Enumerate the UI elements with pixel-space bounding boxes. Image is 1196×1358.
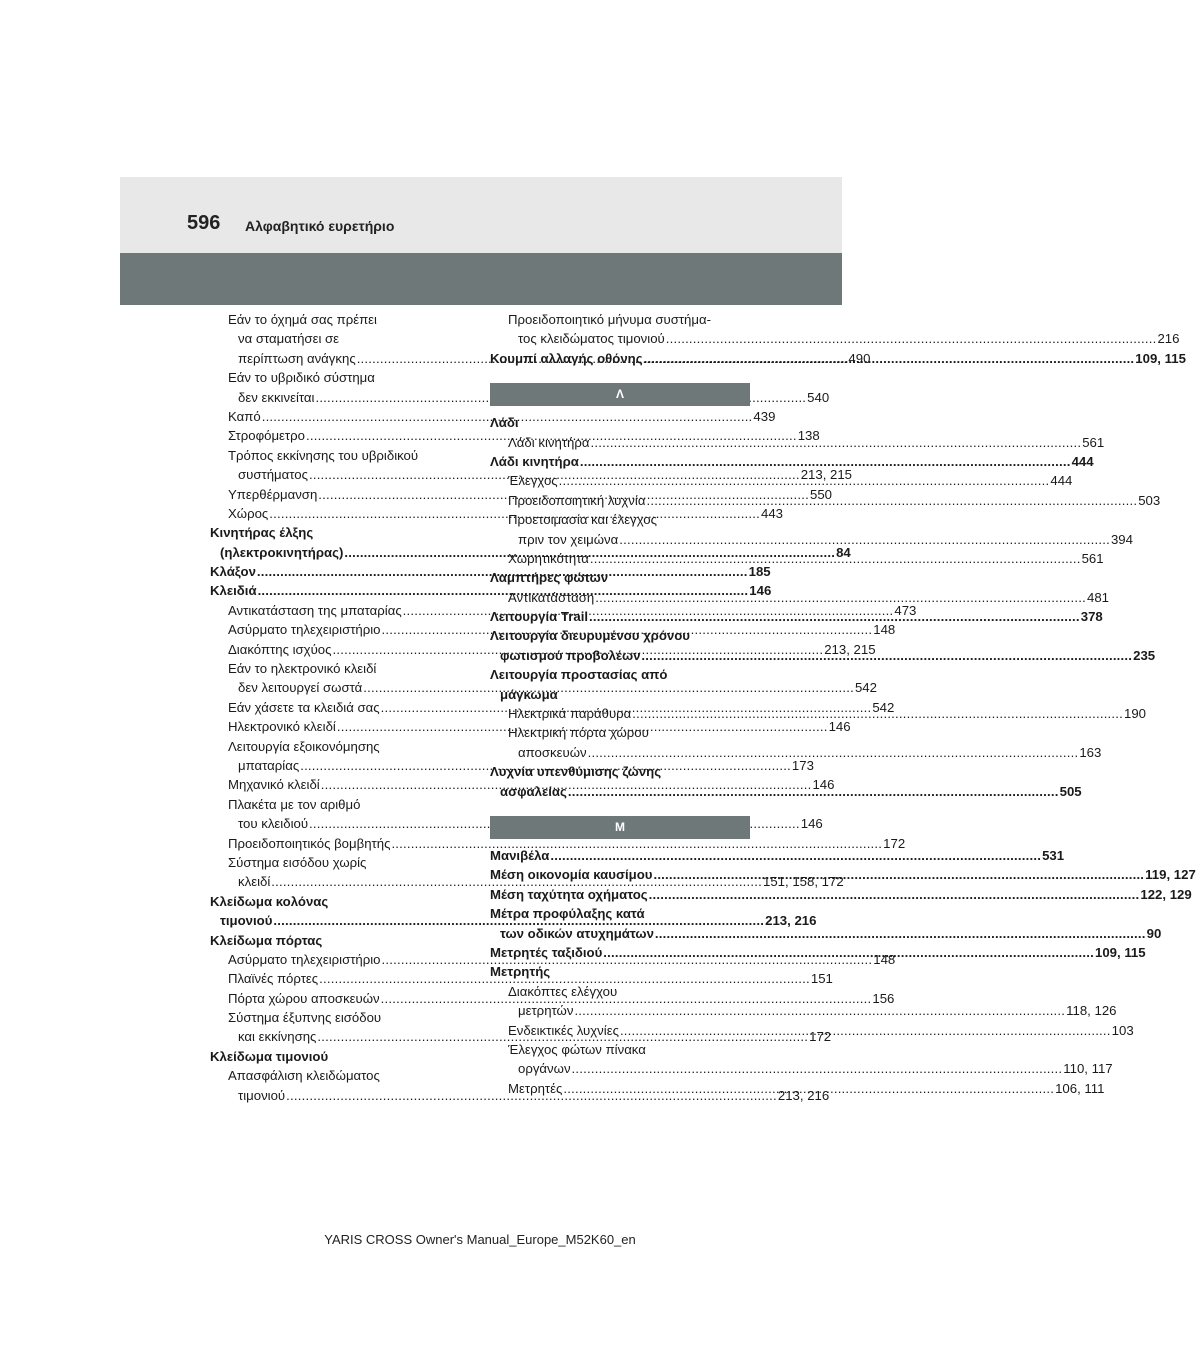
index-entry-term: δεν λειτουργεί σωστά [238,680,363,696]
index-entry-page: 481 [1086,589,1109,605]
index-entry [210,834,906,853]
index-entry-term: Εάν χάσετε τα κλειδιά σας [228,699,380,715]
index-entry-page: 146 [828,719,851,735]
index-entry-term: Λειτουργία προστασίας από [490,667,668,683]
index-entry-term: Κλείδωμα κολόνας [210,893,329,909]
dot-leader [572,1059,1063,1078]
index-entry [210,446,462,465]
index-entry-page: 109, 115 [1094,944,1146,960]
index-entry-page: 216 [1157,331,1180,347]
dot-leader [591,433,1082,452]
index-entry-term: Εάν το όχημά σας πρέπει [228,312,377,327]
index-entry-term: Προειδοποιητικό μήνυμα συστήμα- [508,312,712,327]
index-entry-term: οργάνων [518,1061,571,1077]
index-entry-page: 122, 129 [1140,886,1192,902]
index-entry-term: κλειδί [238,874,271,890]
index-entry-term: Πλακέτα με τον αριθμό [228,796,361,812]
index-entry-term: Λυχνία υπενθύμισης ζώνης [490,764,662,780]
index-entry-term: τιμονιού [238,1087,286,1103]
index-entry-term: των οδικών ατυχημάτων [500,925,654,941]
index-entry-term: Διακόπτης ισχύος [228,641,332,657]
index-entry-term: Κινητήρας έλξης [210,525,314,541]
index-entry-page: 503 [1138,492,1161,508]
index-entry-page: 444 [1071,453,1094,469]
index-entry-page: 542 [872,699,895,715]
index-entry-term: Καπό [228,408,261,424]
index-entry [210,329,462,348]
index-entry-term: μάγκωμα [500,686,558,702]
index-entry-page: 444 [1050,473,1073,489]
index-entry-page: 439 [753,408,776,424]
index-entry-page: 151 [810,971,833,987]
index-entry-page: 173 [791,757,814,773]
letter-heading-mu: Μ [490,816,750,839]
index-entry [210,388,830,407]
dot-leader [641,646,1132,665]
index-entry-page: 531 [1042,847,1065,863]
index-entry [210,368,462,387]
index-entry-page: 190 [1124,706,1147,722]
index-entry-page: 490 [848,350,871,366]
index-entry [490,626,742,645]
index-entry [490,665,742,684]
index-entry [210,814,823,833]
index-entry-term: Μετρητής [490,964,551,980]
index-entry-term: Λάδι κινητήρα [508,434,590,450]
header-dark-band [120,253,842,305]
index-entry [490,329,1180,348]
index-entry-page: 84 [836,544,851,560]
index-entry-term: Μέτρα προφύλαξης κατά [490,906,645,922]
index-entry-term: Λειτουργία εξοικονόμησης [228,738,380,754]
index-entry-term: Αντικατάσταση [508,589,595,605]
index-entry-term: Λειτουργία Trail [490,609,589,625]
index-entry-term: τιμονιού [220,913,273,929]
index-entry-page: 172 [809,1029,832,1045]
index-entry-term: Ενδεικτικές λυχνίες [508,1022,619,1038]
index-entry-term: Λαμπτήρες φώτων [490,570,609,586]
index-entry-term: Ασύρματο τηλεχειριστήριο [228,622,381,638]
dot-leader [589,607,1080,626]
index-entry-page: 148 [873,622,896,638]
dot-leader [568,782,1059,801]
index-entry [490,452,1094,471]
index-entry-term: περίπτωση ανάγκης [238,350,356,366]
index-entry-page: 118, 126 [1066,1003,1117,1019]
index-entry-page: 185 [748,564,771,580]
index-entry-page: 542 [854,680,877,696]
index-entry-page: 146 [812,777,835,793]
index-entry-page: 146 [800,816,823,832]
index-entry-page: 90 [1146,925,1162,941]
index-entry-page: 505 [1059,783,1082,799]
index-entry-term: Μανιβέλα [490,847,550,863]
index-entry-term: Ηλεκτρικά παράθυρα [508,706,632,722]
index-entry-term: μετρητών [518,1003,574,1019]
index-entry-page: 163 [1079,744,1102,760]
index-entry-page: 561 [1081,550,1104,566]
index-entry-term: Εάν το ηλεκτρονικό κλειδί [228,661,377,677]
index-entry-page: 378 [1080,609,1103,625]
index-entry-page: 106, 111 [1055,1080,1105,1096]
index-entry-term: Πόρτα χώρου αποσκευών [228,990,380,1006]
header-band [120,177,842,253]
index-entry [210,659,462,678]
index-entry-term: Μέση οικονομία καυσίμου [490,867,653,883]
dot-leader [653,865,1144,884]
index-entry [490,904,742,923]
page-number: 596 [187,212,221,234]
dot-leader [632,704,1123,723]
index-entry-page: 443 [761,505,784,521]
dot-leader [644,349,1135,368]
index-entry-term: και εκκίνησης [238,1029,317,1045]
index-entry-term: Έλεγχος [508,473,558,489]
index-entry-page: 103 [1111,1022,1134,1038]
index-entry-page: 235 [1133,647,1156,663]
dot-leader [649,885,1140,904]
dot-leader [590,549,1081,568]
dot-leader [559,471,1050,490]
index-entry-term: Λάδι κινητήρα [490,453,579,469]
page-title: Αλφαβητικό ευρετήριο [245,218,395,234]
index-entry-term: φωτισμού προβολέων [500,647,641,663]
index-entry-term: Κλείδωμα πόρτας [210,932,323,948]
index-entry-term: Ηλεκτρική πόρτα χώρου [508,725,649,741]
index-entry-term: Χωρητικότητα [508,550,589,566]
index-entry-term: Κουμπί αλλαγής οθόνης [490,350,643,366]
index-entry [490,885,1192,904]
index-entry-term: Προετοιμασία και έλεγχος [508,512,657,528]
index-entry [490,723,742,742]
index-entry-term: Μετρητές [508,1080,563,1096]
index-entry [490,310,742,329]
index-entry-term: Στροφόμετρο [228,428,305,444]
index-entry-term: Ηλεκτρονικό κλειδί [228,719,336,735]
index-entry [490,1059,1113,1078]
index-entry [210,1008,462,1027]
dot-leader [563,1079,1054,1098]
index-entry [490,924,1162,943]
index-entry-term: τος κλειδώματος τιμονιού [518,331,665,347]
dot-leader [619,530,1110,549]
index-entry-page: 213, 215 [824,641,876,657]
index-entry-term: Κλειδιά [210,583,257,599]
index-entry-term: συστήματος [238,467,308,483]
index-entry [490,962,742,981]
index-entry-term: Εάν το υβριδικό σύστημα [228,370,375,386]
index-entry-term: Αντικατάσταση της μπαταρίας [228,602,402,618]
index-entry-term: Προειδοποιητική λυχνία [508,492,646,508]
index-entry-page: 146 [749,583,772,599]
index-entry-term: (ηλεκτροκινητήρας) [220,544,344,560]
index-entry-term: Μηχανικό κλειδί [228,777,320,793]
index-entry-page: 156 [872,990,895,1006]
index-entry-page: 119, 127 [1145,867,1196,883]
index-entry [210,795,462,814]
dot-leader [574,1001,1065,1020]
index-entry-page: 148 [873,951,896,967]
index-entry [210,853,462,872]
dot-leader [655,924,1146,943]
dot-leader [603,943,1094,962]
index-entry-term: Λειτουργία διευρυμένου χρόνου [490,628,690,644]
index-entry-page: 561 [1082,434,1105,450]
index-entry-term: Λάδι [490,415,519,431]
index-entry [490,1040,742,1059]
index-entry-term: του κλειδιού [238,816,309,832]
index-entry [490,762,742,781]
dot-leader [550,846,1041,865]
index-entry-term: Τρόπος εκκίνησης του υβριδικού [228,447,419,463]
index-entry-term: πριν τον χειμώνα [518,531,619,547]
index-entry-page: 213, 216 [765,913,817,929]
index-entry-term: Κλείδωμα τιμονιού [210,1048,329,1064]
index-entry-term: ασφαλείας [500,783,567,799]
index-entry-term: Μετρητές ταξιδιού [490,944,603,960]
index-entry-term: Απασφάλιση κλειδώματος [228,1068,380,1084]
index-entry-term: Μέση ταχύτητα οχήματος [490,886,648,902]
index-entry-page: 540 [807,389,830,405]
index-entry-term: να σταματήσει σε [238,331,340,347]
index-entry-page: 394 [1110,531,1133,547]
index-entry-term: Κλάξον [210,564,256,580]
dot-leader [580,452,1071,471]
dot-leader [588,743,1079,762]
index-entry-term: Σύστημα εισόδου χωρίς [228,854,367,870]
index-entry-term: Σύστημα έξυπνης εισόδου [228,1010,382,1026]
footer-manual-id: YARIS CROSS Owner's Manual_Europe_M52K60_en [324,1232,636,1247]
index-entry-term: Ασύρματο τηλεχειριστήριο [228,951,381,967]
dot-leader [620,1021,1111,1040]
index-entry-page: 151, 158, 172 [763,874,844,890]
index-entry [210,310,462,329]
index-entry-term: αποσκευών [518,744,587,760]
index-entry [210,892,462,911]
index-entry [490,743,1102,762]
index-entry [490,510,742,529]
index-entry-term: Υπερθέρμανση [228,486,318,502]
index-entry [210,1047,462,1066]
dot-leader [646,491,1137,510]
index-entry-term: Πλαϊνές πόρτες [228,971,319,987]
index-entry-page: 138 [797,428,820,444]
index-entry-term: Προειδοποιητικός βομβητής [228,835,391,851]
index-entry-page: 473 [894,602,917,618]
index-entry-term: Διακόπτες ελέγχου [508,983,618,999]
index-entry-term: Έλεγχος φώτων πίνακα [508,1041,646,1057]
index-entry-page: 213, 216 [777,1087,830,1103]
index-entry [490,846,1065,865]
index-entry [490,413,742,432]
index-entry [210,523,462,542]
index-entry [490,530,1133,549]
index-entry [490,685,742,704]
index-entry-page: 109, 115 [1135,350,1186,366]
dot-leader [595,588,1086,607]
index-entry-term: δεν εκκινείται [238,389,315,405]
index-entry-term: Χώρος [228,505,269,521]
index-entry [210,931,462,950]
letter-heading-lambda: Λ [490,383,750,406]
index-entry [490,568,742,587]
index-entry-page: 550 [810,486,833,502]
dot-leader [666,329,1157,348]
index-entry [210,737,462,756]
index-entry-page: 213, 215 [800,467,853,483]
index-entry-term: μπαταρίας [238,757,300,773]
index-entry [490,982,742,1001]
index-entry [490,1001,1117,1020]
index-entry [210,1066,462,1085]
index-entry-page: 172 [883,835,906,851]
index-entry-page: 110, 117 [1063,1061,1113,1077]
